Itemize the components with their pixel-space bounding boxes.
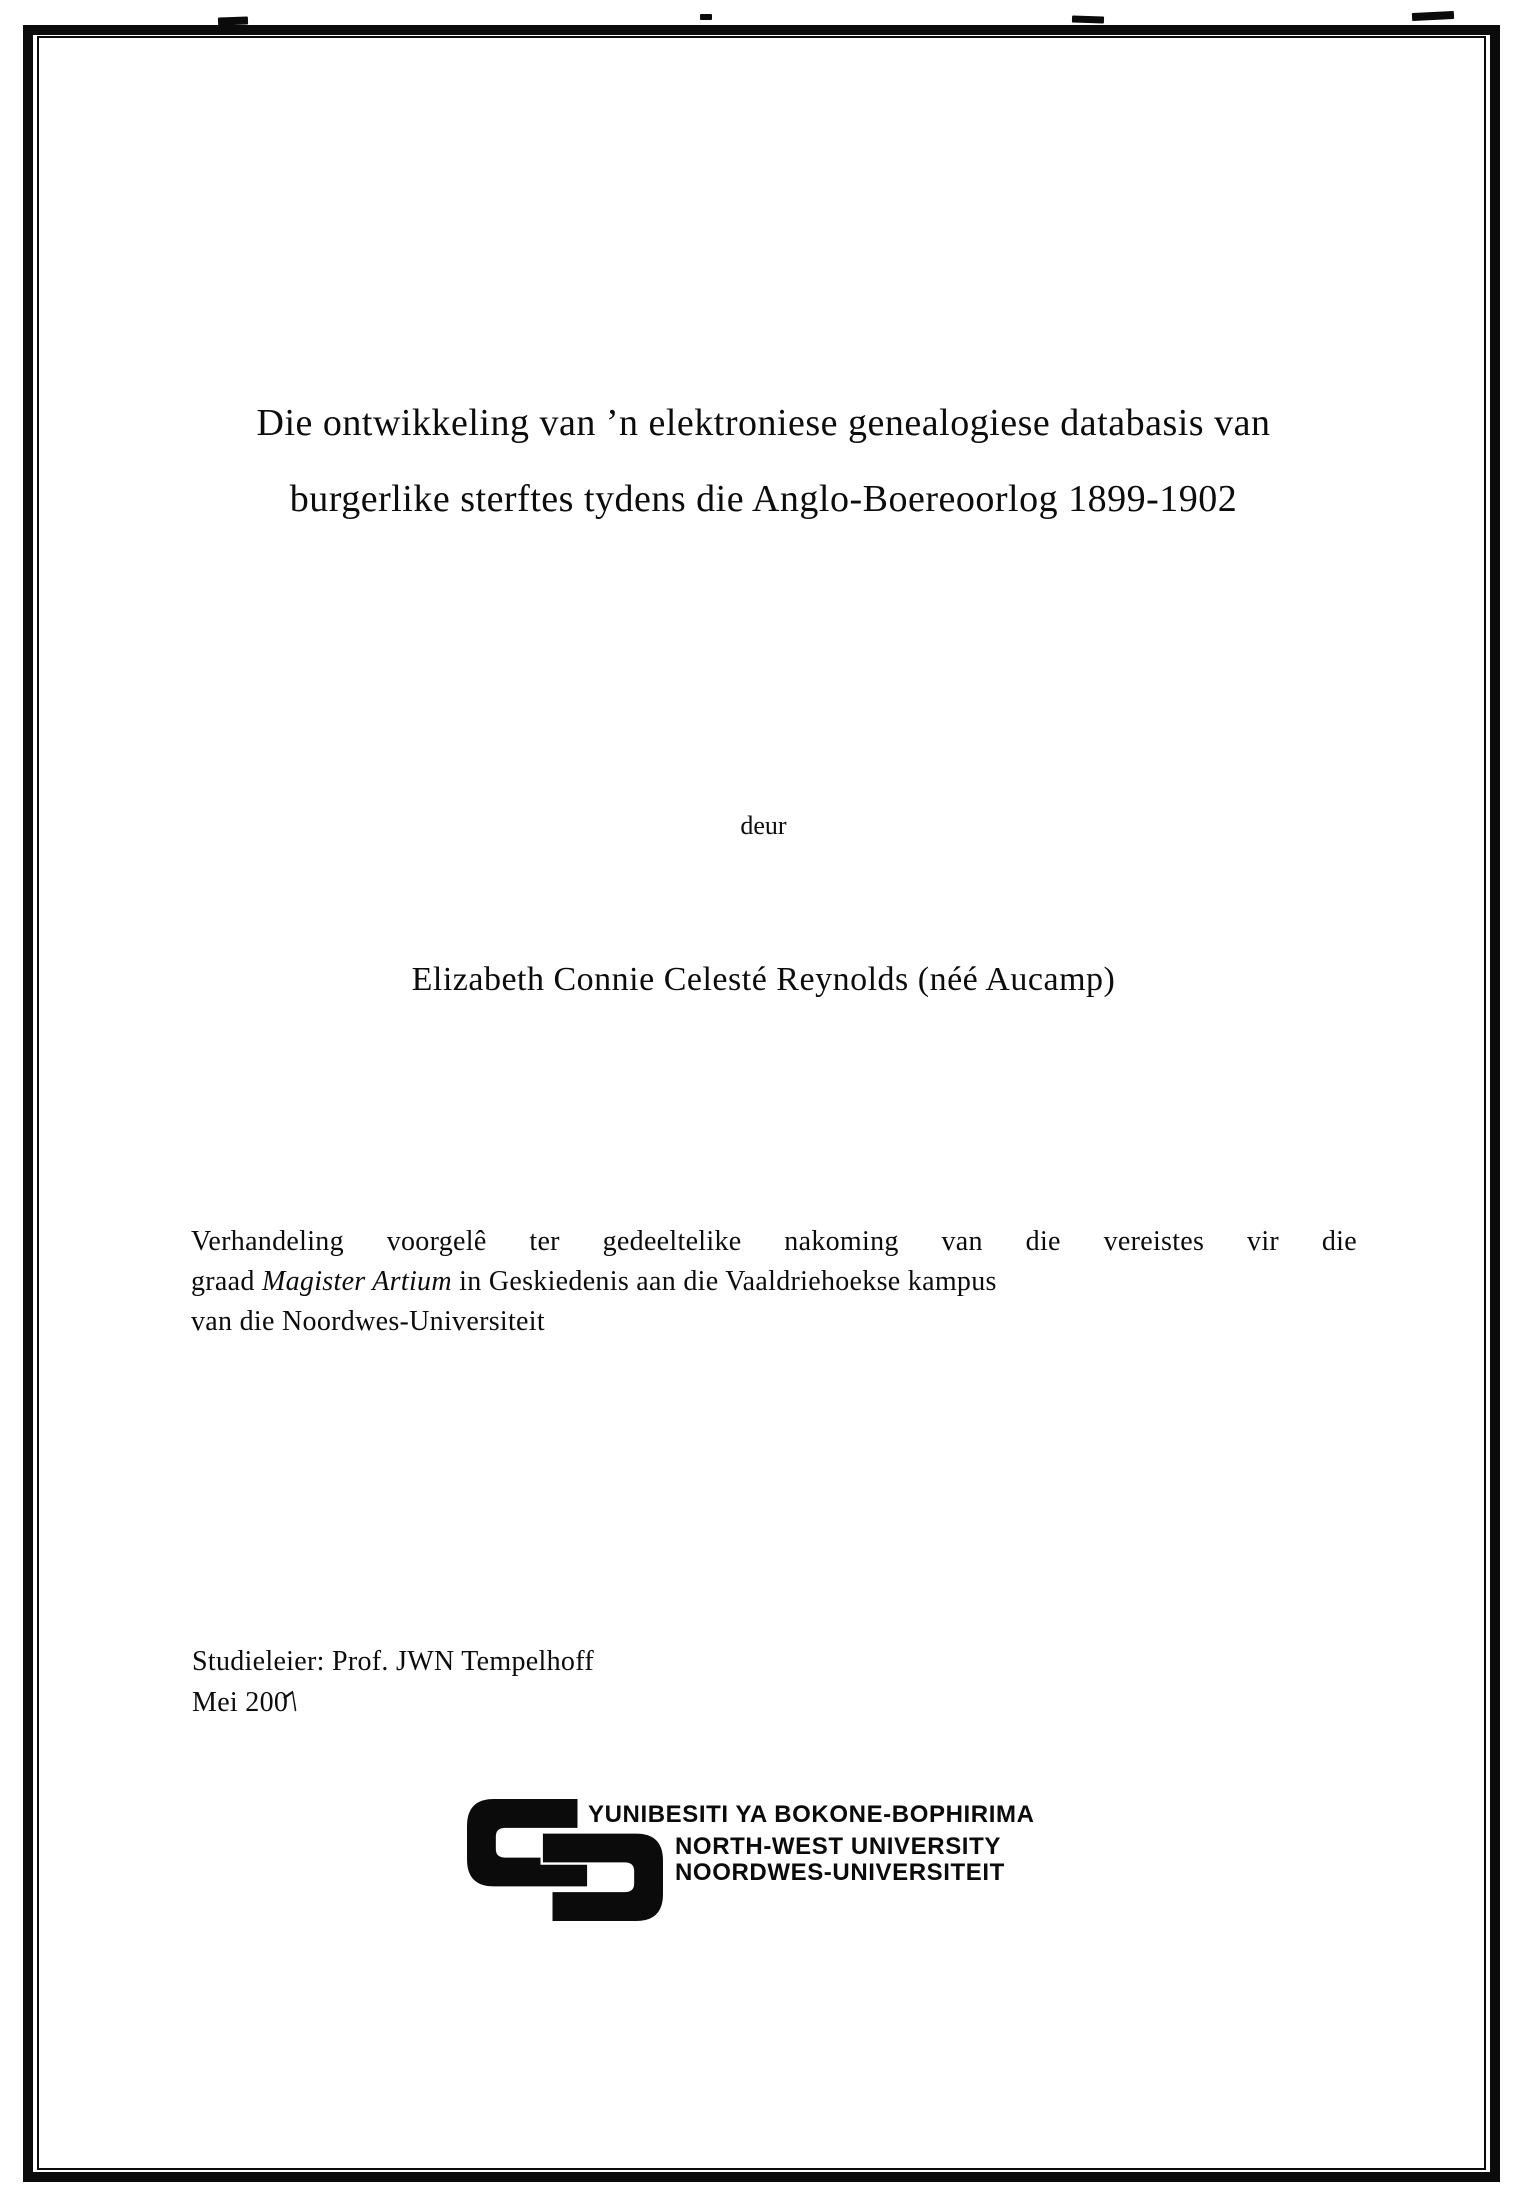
thesis-title-line1: Die ontwikkeling van ’n elektroniese genealogiese databasis van xyxy=(256,402,1271,444)
thesis-title-line2: burgerlike sterftes tydens die Anglo-Boereoorlog 1899-1902 xyxy=(289,478,1238,520)
scan-artifact xyxy=(218,16,248,25)
thesis-title xyxy=(80,385,1447,537)
submission-line2 xyxy=(191,1262,1357,1302)
author-name: Elizabeth Connie Celesté Reynolds (néé Aucamp) xyxy=(411,961,1116,998)
submission-line3: van die Noordwes-Universiteit xyxy=(191,1306,545,1337)
submission-statement xyxy=(191,1222,1357,1342)
date-text: Mei 200 xyxy=(192,1687,289,1718)
byline: deur xyxy=(740,811,787,840)
logo-text-afrikaans: NOORDWES-UNIVERSITEIT xyxy=(675,1859,1005,1886)
date-last-digit: 7 xyxy=(278,1685,309,1720)
supervisor-line: Studieleier: Prof. JWN Tempelhoff xyxy=(192,1646,594,1677)
date-line xyxy=(192,1682,594,1723)
scan-artifact xyxy=(700,14,712,20)
degree-name: Magister Artium xyxy=(261,1266,452,1297)
submission-line2-pre: graad xyxy=(191,1266,262,1297)
logo-text-setswana: YUNIBESITI YA BOKONE-BOPHIRIMA xyxy=(588,1801,1035,1828)
supervisor-block xyxy=(192,1641,594,1723)
submission-line2-post: in Geskiedenis aan die Vaaldriehoekse kampus xyxy=(451,1266,997,1297)
university-logo xyxy=(467,1799,1117,1929)
scan-artifact xyxy=(1412,11,1454,21)
scan-artifact xyxy=(1072,15,1104,23)
submission-line1: Verhandeling voorgelê ter gedeeltelike nakoming van die vereistes vir die xyxy=(191,1226,1357,1257)
logo-text-english: NORTH-WEST UNIVERSITY xyxy=(675,1833,1001,1860)
